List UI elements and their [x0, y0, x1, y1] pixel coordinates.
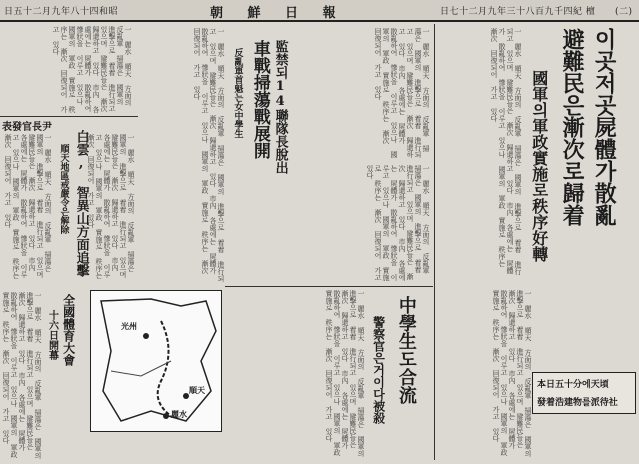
main-headline-2: 避難民은漸次로歸着: [559, 28, 586, 226]
map-label-yeosu: 麗水: [171, 409, 187, 419]
mid-headline-3: 反亂軍首魁는女中學生: [232, 48, 243, 138]
sports-notice-title: 全國體育大會: [61, 294, 76, 366]
sports-notice-sub: 十六日開幕: [46, 310, 58, 360]
main-headline-1: 이곳저곳屍體가散亂: [591, 28, 618, 226]
map-label-suncheon: 順天: [189, 385, 205, 395]
main-subheadline: 國軍의軍政實施로秩序好轉: [529, 70, 549, 262]
section-rule: [225, 286, 433, 287]
body-column-left-3: 一 麗水 順天 方面의 反亂軍 掃蕩은 國軍의 進擊으로 着着 進行되고 있으며 避難民들은 漸次 歸還하고 있다 市內 各處에는 屍體가 散亂하여 慘狀을 이루고 있으나 國軍의 軍政 實施로 秩序는 漸次 回復되어 가고 있다: [87, 134, 135, 279]
bottom-headline-2: 警察官은거이다被殺: [371, 316, 386, 424]
body-column-mid-2: 一 麗水 順天 方面의 反亂軍 掃蕩은 國軍의 進擊으로 着着 進行되고 있으며 避難民들은 漸次 歸還하고 있다 市內 各處에는 屍體가 散亂하여 慘狀을 이루고 있으나 國軍의 軍政 實施로 秩序는 漸次 回復되어 가고 있다: [366, 165, 430, 281]
body-column-right-1: 一 麗水 順天 方面의 反亂軍 掃蕩은 國軍의 進擊으로 着着 進行되고 있으며 避難民들은 漸次 歸還하고 있다 市內 各處에는 屍體가 散亂하여 慘狀을 이루고 있으나 國軍의 軍政 實施로 秩序는 漸次 回復되어 가고 있다: [490, 28, 522, 275]
paper-title: 朝 鮮 日 報: [210, 6, 346, 21]
body-column-center: 一 麗水 順天 方面의 反亂軍 掃蕩은 國軍의 進擊으로 着着 進行되고 있으며 避難民들은 漸次 歸還하고 있다 市內 各處에는 屍體가 散亂하여 慘狀을 이루고 있으나 國軍의 軍政 實施로 秩序는 漸次 回復되어 가고 있다: [193, 28, 225, 282]
region-map: [90, 290, 222, 432]
body-column-right-2: 一 麗水 順天 方面의 反亂軍 掃蕩은 國軍의 進擊으로 着着 進行되고 있으며 避難民들은 漸次 歸還하고 있다 市內 各處에는 屍體가 散亂하여 慘狀을 이루고 있으나 國軍의 軍政 實施로 秩序는 漸次 回復되어 가고 있다: [492, 290, 532, 457]
masthead-date-left: 日五十二月九年八十四和昭: [4, 7, 119, 17]
map-graphic: [91, 291, 221, 431]
masthead-date-right: 日七十二月九年三十八百九千四紀 檀: [440, 7, 596, 17]
small-notice-line1: 本日五十分에天頃: [537, 380, 609, 390]
masthead: [0, 0, 639, 22]
body-column-left-bottom: 一 麗水 順天 方面의 反亂軍 掃蕩은 國軍의 進擊으로 着着 進行되고 있으며 避難民들은 漸次 歸還하고 있다 市內 各處에는 屍體가 散亂하여 慘狀을 이루고 있으나 國軍의 軍政 實施로 秩序는 漸次 回復되어 가고 있다: [2, 292, 42, 459]
body-column-left-1: 一 麗水 順天 方面의 反亂軍 掃蕩은 國軍의 進擊으로 着着 進行되고 있으며 避難民들은 漸次 歸還하고 있다 市內 各處에는 屍體가 散亂하여 慘狀을 이루고 있으나 國軍의 軍政 實施로 秩序는 漸次 回復되어 가고 있다: [52, 26, 132, 113]
body-column-mid-3: 一 麗水 順天 方面의 反亂軍 掃蕩은 國軍의 進擊으로 着着 進行되고 있으며 避難民들은 漸次 歸還하고 있다 市內 各處에는 屍體가 散亂하여 慘狀을 이루고 있으나 國軍의 軍政 實施로 秩序는 漸次 回復되어 가고 있다: [325, 290, 365, 457]
small-notice-line2: 發着浩建物를派待社: [537, 398, 618, 408]
small-notice-box: [532, 372, 636, 414]
left-box-title: 表發官長尹: [2, 122, 52, 133]
bottom-headline-1: 中學生도合流: [395, 296, 417, 404]
left-headline-1: 白雲, 智異山方面追擊: [73, 130, 89, 277]
mid-headline-2: 車戰掃蕩戰展開: [249, 40, 270, 159]
mid-headline-1: 監禁되14聯隊長脫出: [272, 40, 288, 174]
body-column-mid-1: 一 麗水 順天 方面의 反亂軍 掃蕩은 國軍의 進擊으로 着着 進行되고 있으며 避難民들은 漸次 歸還하고 있다 市內 各處에는 屍體가 散亂하여 慘狀을 이루고 있으나 國軍의 軍政 實施로 秩序는 漸次 回復되어 가고 있다: [374, 28, 430, 158]
left-rule: [0, 116, 138, 117]
column-rule: [434, 24, 435, 460]
body-column-left-2: 一 麗水 順天 方面의 反亂軍 掃蕩은 國軍의 進擊으로 着着 進行되고 있으며 避難民들은 漸次 歸還하고 있다 市內 各處에는 屍體가 散亂하여 慘狀을 이루고 있으나 國軍의 軍政 實施로 秩序는 漸次 回復되어 가고 있다: [4, 134, 52, 279]
map-label-gwangju: 光州: [121, 321, 137, 331]
left-headline-2: 順天地區戒嚴令은解除: [58, 144, 69, 234]
page-number: (二): [615, 7, 633, 17]
